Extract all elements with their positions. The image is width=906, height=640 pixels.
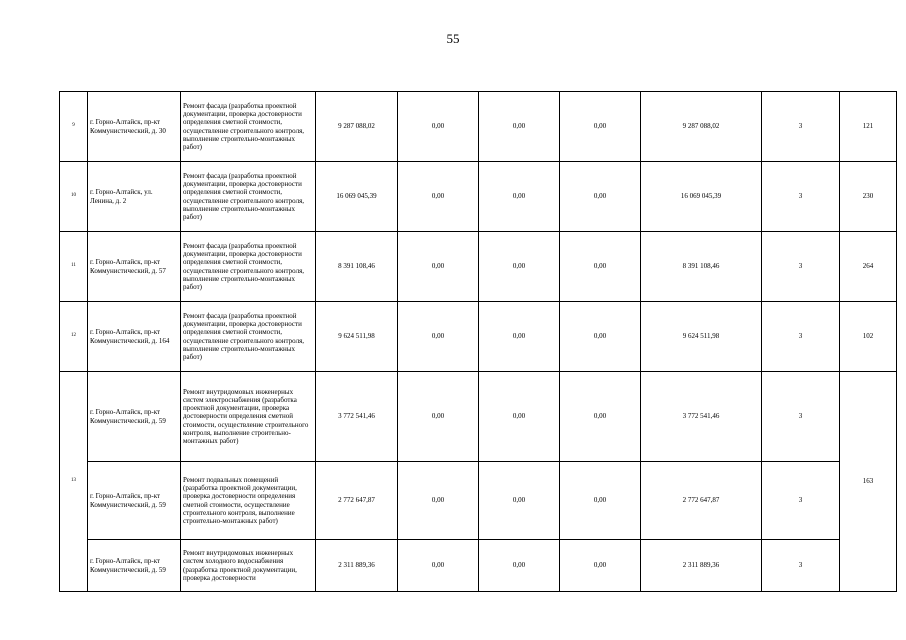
code-cell: 3 bbox=[762, 92, 840, 162]
row-number: 10 bbox=[60, 162, 88, 232]
funding-cell-1: 0,00 bbox=[398, 302, 479, 372]
table-row bbox=[60, 302, 897, 372]
work-type-cell: Ремонт фасада (разработка проектной документации, проверка достоверности определения сметной стоимости, осуществление строительного контроля, выполнение строительно-монтажных работ) bbox=[181, 92, 316, 162]
funding-cell-3: 0,00 bbox=[560, 372, 641, 462]
work-type-cell: Ремонт подвальных помещений (разработка проектной документации, проверка достоверности определения сметной стоимости, осуществление строительного контроля, выполнение строительно-монтажных работ) bbox=[181, 462, 316, 540]
fund-cost-cell: 2 772 647,87 bbox=[641, 462, 762, 540]
total-cost-cell: 8 391 108,46 bbox=[316, 232, 398, 302]
total-cost-cell: 3 772 541,46 bbox=[316, 372, 398, 462]
code-cell: 3 bbox=[762, 462, 840, 540]
fund-cost-cell: 3 772 541,46 bbox=[641, 372, 762, 462]
funding-cell-3: 0,00 bbox=[560, 462, 641, 540]
total-cost-cell: 9 287 088,02 bbox=[316, 92, 398, 162]
funding-cell-3: 0,00 bbox=[560, 540, 641, 592]
funding-cell-2: 0,00 bbox=[479, 232, 560, 302]
code-cell: 3 bbox=[762, 232, 840, 302]
code-cell: 3 bbox=[762, 162, 840, 232]
funding-cell-2: 0,00 bbox=[479, 462, 560, 540]
repair-plan-table bbox=[59, 91, 897, 592]
funding-cell-2: 0,00 bbox=[479, 372, 560, 462]
work-type-cell: Ремонт фасада (разработка проектной документации, проверка достоверности определения сметной стоимости, осуществление строительного контроля, выполнение строительно-монтажных работ) bbox=[181, 232, 316, 302]
last-column-cell: 163 bbox=[840, 372, 897, 592]
funding-cell-1: 0,00 bbox=[398, 232, 479, 302]
last-column-cell: 102 bbox=[840, 302, 897, 372]
funding-cell-1: 0,00 bbox=[398, 92, 479, 162]
funding-cell-1: 0,00 bbox=[398, 162, 479, 232]
code-cell: 3 bbox=[762, 372, 840, 462]
table-row bbox=[60, 540, 897, 592]
table-row bbox=[60, 162, 897, 232]
address-cell: г. Горно-Алтайск, пр-кт Коммунистический, д. 164 bbox=[88, 302, 181, 372]
code-cell: 3 bbox=[762, 540, 840, 592]
row-number: 11 bbox=[60, 232, 88, 302]
last-column-cell: 264 bbox=[840, 232, 897, 302]
address-cell: г. Горно-Алтайск, ул. Ленина, д. 2 bbox=[88, 162, 181, 232]
funding-cell-2: 0,00 bbox=[479, 92, 560, 162]
funding-cell-1: 0,00 bbox=[398, 462, 479, 540]
funding-cell-1: 0,00 bbox=[398, 372, 479, 462]
address-cell: г. Горно-Алтайск, пр-кт Коммунистический, д. 59 bbox=[88, 462, 181, 540]
row-number: 12 bbox=[60, 302, 88, 372]
work-type-cell: Ремонт фасада (разработка проектной документации, проверка достоверности определения сметной стоимости, осуществление строительного контроля, выполнение строительно-монтажных работ) bbox=[181, 162, 316, 232]
address-cell: г. Горно-Алтайск, пр-кт Коммунистический, д. 59 bbox=[88, 372, 181, 462]
fund-cost-cell: 8 391 108,46 bbox=[641, 232, 762, 302]
work-type-cell: Ремонт внутридомовых инженерных систем холодного водоснабжения (разработка проектной документации, проверка достоверности bbox=[181, 540, 316, 592]
funding-cell-1: 0,00 bbox=[398, 540, 479, 592]
work-type-cell: Ремонт внутридомовых инженерных систем электроснабжения (разработка проектной документации, проверка достоверности определения сметной стоимости, осуществление строительного контроля, выполнение строительно-монтажных работ) bbox=[181, 372, 316, 462]
last-column-cell: 121 bbox=[840, 92, 897, 162]
funding-cell-3: 0,00 bbox=[560, 162, 641, 232]
fund-cost-cell: 16 069 045,39 bbox=[641, 162, 762, 232]
code-cell: 3 bbox=[762, 302, 840, 372]
page-number: 55 bbox=[446, 31, 460, 46]
funding-cell-2: 0,00 bbox=[479, 162, 560, 232]
address-cell: г. Горно-Алтайск, пр-кт Коммунистический, д. 30 bbox=[88, 92, 181, 162]
last-column-cell: 230 bbox=[840, 162, 897, 232]
row-number: 13 bbox=[60, 372, 88, 592]
table-row bbox=[60, 462, 897, 540]
fund-cost-cell: 9 287 088,02 bbox=[641, 92, 762, 162]
total-cost-cell: 2 772 647,87 bbox=[316, 462, 398, 540]
table-body bbox=[60, 92, 897, 592]
total-cost-cell: 2 311 889,36 bbox=[316, 540, 398, 592]
row-number: 9 bbox=[60, 92, 88, 162]
work-type-cell: Ремонт фасада (разработка проектной документации, проверка достоверности определения сметной стоимости, осуществление строительного контроля, выполнение строительно-монтажных работ) bbox=[181, 302, 316, 372]
address-cell: г. Горно-Алтайск, пр-кт Коммунистический, д. 59 bbox=[88, 540, 181, 592]
table-row bbox=[60, 372, 897, 462]
address-cell: г. Горно-Алтайск, пр-кт Коммунистический, д. 57 bbox=[88, 232, 181, 302]
table-row bbox=[60, 232, 897, 302]
funding-cell-2: 0,00 bbox=[479, 302, 560, 372]
fund-cost-cell: 9 624 511,98 bbox=[641, 302, 762, 372]
fund-cost-cell: 2 311 889,36 bbox=[641, 540, 762, 592]
funding-cell-3: 0,00 bbox=[560, 302, 641, 372]
funding-cell-3: 0,00 bbox=[560, 92, 641, 162]
total-cost-cell: 9 624 511,98 bbox=[316, 302, 398, 372]
total-cost-cell: 16 069 045,39 bbox=[316, 162, 398, 232]
funding-cell-3: 0,00 bbox=[560, 232, 641, 302]
funding-cell-2: 0,00 bbox=[479, 540, 560, 592]
table-row bbox=[60, 92, 897, 162]
